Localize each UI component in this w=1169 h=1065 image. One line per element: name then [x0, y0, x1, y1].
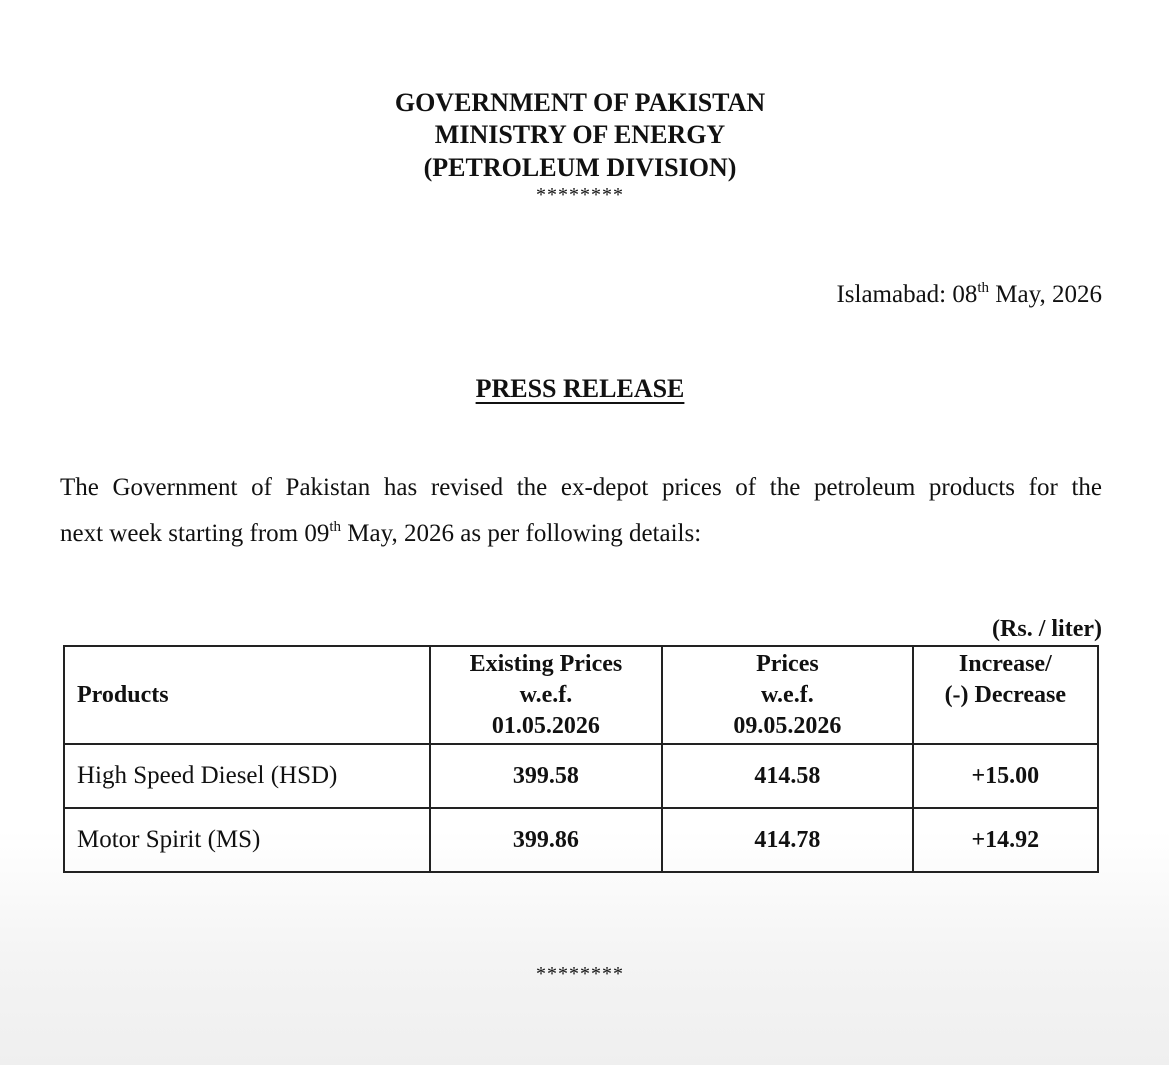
price-change: +14.92: [913, 808, 1098, 872]
body-line-1: The Government of Pakistan has revised the ex-depot prices of the petroleum products for the: [60, 474, 1102, 501]
header-change-line-1: Increase/: [958, 650, 1052, 677]
header-new-line-2: w.e.f.: [761, 681, 814, 708]
header-government: GOVERNMENT OF PAKISTAN: [394, 88, 766, 117]
body-line-2-suffix: May, 2026 as per following details:: [341, 520, 702, 547]
table-row: [64, 744, 1098, 808]
header-new-line-1: Prices: [756, 650, 819, 677]
dateline: [836, 281, 1102, 309]
header-existing-line-2: w.e.f.: [519, 681, 573, 708]
dateline-sup: th: [977, 280, 990, 296]
header-change-spacer: [914, 711, 1097, 742]
header-change-line-2: (-) Decrease: [944, 681, 1067, 708]
header-change: [913, 646, 1098, 744]
existing-price: 399.58: [430, 744, 662, 808]
header-existing-line-1: Existing Prices: [469, 650, 623, 677]
page-title: [0, 376, 1160, 402]
header-products: Products: [64, 646, 430, 744]
footer-separator: ********: [536, 963, 624, 985]
product-name: Motor Spirit (MS): [64, 808, 430, 872]
existing-price: 399.86: [430, 808, 662, 872]
header-separator: ********: [536, 184, 624, 206]
header-division: (PETROLEUM DIVISION): [423, 153, 737, 182]
page-title-text: PRESS RELEASE: [475, 374, 685, 403]
header-new-prices: [662, 646, 912, 744]
new-price: 414.58: [662, 744, 912, 808]
price-table: [63, 645, 1099, 873]
body-line-2-sup: th: [329, 519, 342, 535]
header-existing-line-3: 01.05.2026: [491, 712, 600, 739]
product-name: High Speed Diesel (HSD): [64, 744, 430, 808]
table-header-row: [64, 646, 1098, 744]
unit-label: (Rs. / liter): [992, 616, 1102, 642]
new-price: 414.78: [662, 808, 912, 872]
dateline-suffix: May, 2026: [989, 281, 1102, 308]
header-new-line-3: 09.05.2026: [733, 712, 842, 739]
body-line-2-prefix: next week starting from 09: [60, 520, 330, 547]
dateline-prefix: Islamabad: 08: [836, 281, 978, 308]
header-existing-prices: [430, 646, 662, 744]
table-row: [64, 808, 1098, 872]
price-change: +15.00: [913, 744, 1098, 808]
header-ministry: MINISTRY OF ENERGY: [434, 120, 726, 149]
body-line-2: [60, 520, 1102, 548]
